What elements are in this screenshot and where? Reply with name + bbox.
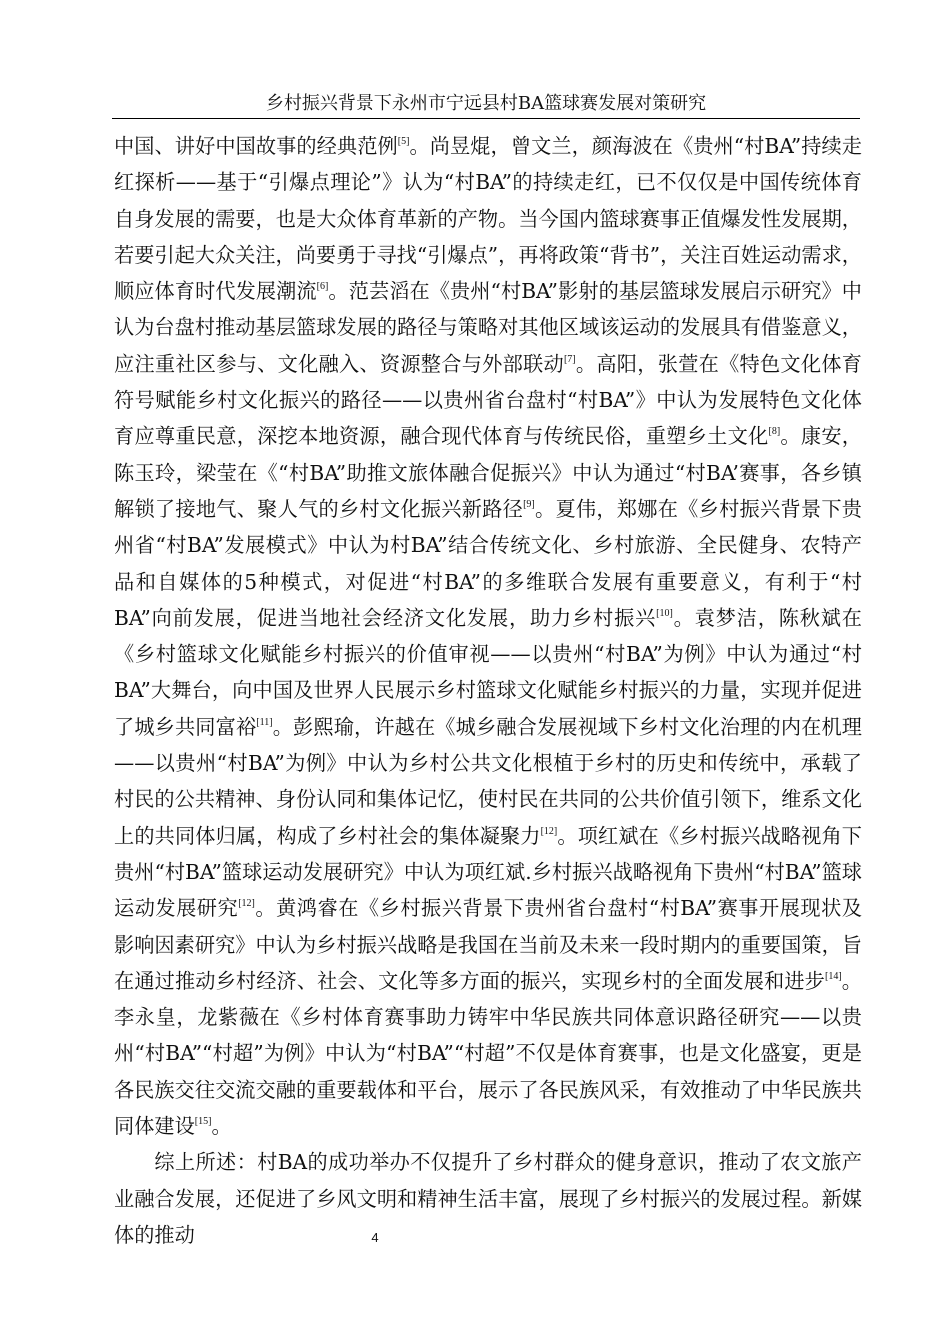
paragraph-text-segment: 。范芸滔在《贵州“村BA”影射的基层篮球发展启示研究》中认为台盘村推动基层篮球发展的路径与策略对其他区域该运动的发展具有借鉴意义，应注重社区参与、文化融入、资源整合与外部联动 xyxy=(114,279,862,376)
paragraph-text-segment: 中国、讲好中国故事的经典范例 xyxy=(114,134,398,158)
paragraph-text-segment: 。康安，陈玉玲，梁莹在《“村BA”助推文旅体融合促振兴》中认为通过“村BA’赛事，各乡镇解锁了接地气、聚人气的乡村文化振兴新路径 xyxy=(114,424,862,521)
paragraph-text-segment: 。黄鸿睿在《乡村振兴背景下贵州省台盘村“村BA”赛事开展现状及影响因素研究》中认为乡村振兴战略是我国在当前及未来一段时期内的重要国策，旨在通过推动乡村经济、社会、文化等多方面的振兴，实现乡村的全面发展和进步 xyxy=(114,896,862,993)
paragraph-text-segment: 。尚昱焜，曾文兰，颜海波在《贵州“村BA”持续走红探析——基于“引爆点理论”》认为“村BA”的持续走红，已不仅仅是中国传统体育自身发展的需要，也是大众体育革新的产物。当今国内篮球赛事正值爆发性发展期，若要引起大众关注，尚要勇于寻找“引爆点”，再将政策“背书”，关注百姓运动需求，顺应体育时代发展潮流 xyxy=(114,134,862,304)
paragraph-literature-review xyxy=(114,128,862,1144)
paragraph-text-segment: 。项红斌在《乡村振兴战略视角下贵州“村BA”篮球运动发展研究》中认为项红斌.乡村振兴战略视角下贵州“村BA”篮球运动发展研究 xyxy=(114,823,862,921)
paragraph-text-segment: 。李永皇，龙紫薇在《乡村体育赛事助力铸牢中华民族共同体意识路径研究——以贵州“村BA”“村超”为例》中认为“村BA”“村超”不仅是体育赛事，也是文化盛宴，更是各民族交往交流交融的重要载体和平台，展示了各民族风采，有效推动了中华民族共同体建设 xyxy=(114,968,862,1139)
citation-reference: [14] xyxy=(825,970,842,982)
citation-reference: [9] xyxy=(523,498,535,510)
citation-reference: [12] xyxy=(540,825,558,837)
citation-reference: [7] xyxy=(563,353,576,365)
citation-reference: [12] xyxy=(238,898,255,910)
citation-reference: [5] xyxy=(397,136,410,147)
paragraph-summary: 综上所述：村BA的成功举办不仅提升了乡村群众的健身意识，推动了农文旅产业融合发展，还促进了乡风文明和精神生活丰富，展现了乡村振兴的发展过程。新媒体的推动 xyxy=(114,1150,862,1247)
running-header-title: 乡村振兴背景下永州市宁远县村BA篮球赛发展对策研究 xyxy=(265,93,707,114)
citation-reference: [8] xyxy=(768,426,781,438)
paragraph-text-segment: 。彭熙瑜，许越在《城乡融合发展视域下乡村文化治理的内在机理——以贵州“村BA”为例》中认为乡村公共文化根植于乡村的历史和传统中，承载了村民的公共精神、身份认同和集体记忆，使村民在共同的公共价值引领下，维系文化上的共同体归属，构成了乡村社会的集体凝聚力 xyxy=(114,714,862,848)
citation-reference: [11] xyxy=(256,716,273,728)
paragraph-text-segment: 。高阳，张萱在《特色文化体育符号赋能乡村文化振兴的路径——以贵州省台盘村“村BA”》中认为发展特色文化体育应尊重民意，深挖本地资源，融合现代体育与传统民俗，重塑乡土文化 xyxy=(114,351,862,449)
paragraph-text-segment: 。 xyxy=(211,1114,232,1139)
citation-reference: [6] xyxy=(316,281,329,293)
paragraph-text-segment: 。袁梦洁，陈秋斌在《乡村篮球文化赋能乡村振兴的价值审视——以贵州“村BA”为例》中认为通过“村BA”大舞台，向中国及世界人民展示乡村篮球文化赋能乡村振兴的力量，实现并促进了城乡共同富裕 xyxy=(114,605,862,739)
citation-reference: [15] xyxy=(194,1116,212,1128)
body-text xyxy=(114,128,862,1253)
citation-reference: [10] xyxy=(656,607,673,619)
header-rule xyxy=(112,118,860,119)
page-number: 4 xyxy=(371,1230,379,1245)
paragraph-text-segment: 。夏伟，郑娜在《乡村振兴背景下贵州省“村BA”发展模式》中认为村BA”结合传统文化、乡村旅游、全民健身、农特产品和自媒体的5种模式，对促进“村BA”的多维联合发展有重要意义，有利于“村BA”向前发展，促进当地社会经济文化发展，助力乡村振兴 xyxy=(114,496,862,630)
